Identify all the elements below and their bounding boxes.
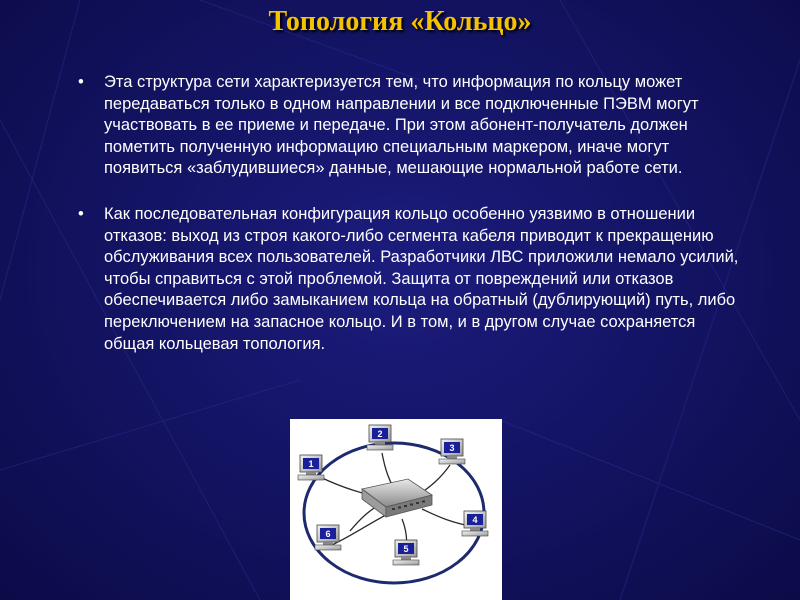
computer-label: 6 [325, 529, 331, 539]
bullet-marker: • [78, 204, 84, 223]
computer-5 [393, 540, 419, 565]
network-hub [362, 479, 432, 517]
bullet-text: Эта структура сети характеризуется тем, что информация по кольцу может передаваться только в одном направлении и все подключенные ПЭВМ могут участвовать в ее приеме и передаче. При этом абонент-получатель должен пометить полученную информацию специальным маркером, иначе могут появиться «заблудившиеся» данные, мешающие нормальной работе сети. [104, 73, 699, 178]
bullet-list [78, 72, 743, 379]
bullet-item [78, 204, 743, 355]
computer-label: 3 [449, 443, 455, 453]
bullet-item [78, 72, 743, 180]
computer-2 [367, 425, 393, 450]
computer-label: 5 [403, 544, 409, 554]
bullet-marker: • [78, 73, 84, 91]
bullet-text: Как последовательная конфигурация кольцо особенно уязвимо в отношении отказов: выход из строя какого-либо сегмента кабеля приводит к прекращению обслуживания всех пользователей. Разработчики ЛВС приложили немало усилий, чтобы справиться с этой проблемой. Защита от повреждений или отказов обеспечивается либо замыканием кольца на обратный (дублирующий) путь, либо переключением на запасное кольцо. И в том, и в другом случае сохраняется общая кольцевая топология. [104, 204, 739, 353]
computer-1 [298, 455, 324, 480]
computer-label: 1 [308, 459, 314, 469]
computer-4 [462, 511, 488, 536]
ring-topology-diagram [290, 419, 502, 600]
ring-diagram-svg [290, 419, 502, 600]
computer-label: 2 [377, 429, 383, 439]
slide-title: Топология «Кольцо» [268, 6, 532, 37]
computer-label: 4 [472, 515, 478, 525]
computer-3 [439, 439, 465, 464]
computer-6 [315, 525, 341, 550]
